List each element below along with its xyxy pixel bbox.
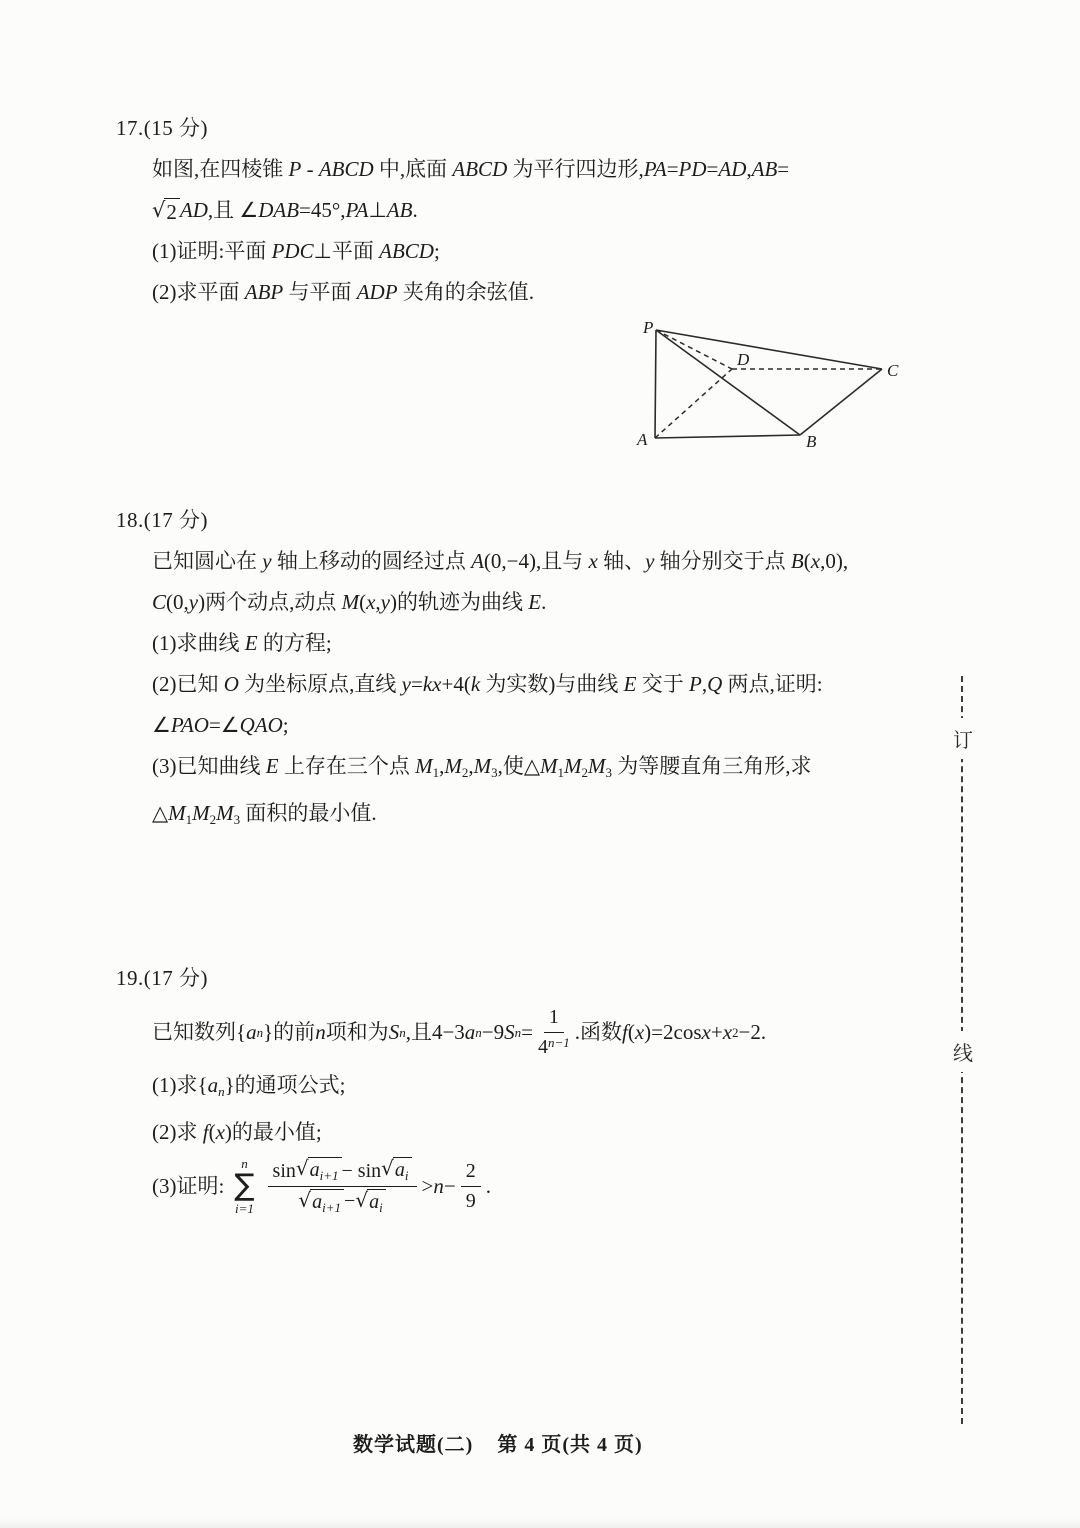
- text-line: 如图,在四棱锥 P - ABCD 中,底面 ABCD 为平行四边形,PA=PD=AD,AB=: [152, 157, 790, 181]
- text-line: 已知圆心在 y 轴上移动的圆经过点 A(0,−4),且与 x 轴、y 轴分别交于点 B(x,0),: [152, 549, 849, 573]
- text-line: ∠PAO=∠QAO;: [152, 713, 289, 737]
- problem-18: [116, 500, 848, 840]
- binding-char-ding: 订: [951, 718, 975, 759]
- vertex-label-c: C: [887, 361, 899, 380]
- binding-line: [953, 676, 973, 1424]
- footer-title: 数学试题(二): [353, 1434, 474, 1456]
- vertex-label-b: B: [806, 432, 817, 451]
- edge-pb: [656, 330, 800, 435]
- problem-19: [116, 958, 766, 1219]
- text-line: (3)已知曲线 E 上存在三个点 M1,M2,M3,使△M1M2M3 为等腰直角三角形,求: [152, 754, 812, 780]
- edge-ab: [655, 435, 800, 438]
- problem-17: [116, 108, 789, 313]
- problem-17-body: [152, 149, 789, 313]
- binding-char-xian: 线: [951, 1031, 975, 1072]
- text-line: 已知数列{ a n }的前 n 项和为 S n ,且 4−3 a n −9 S n = 1 4 n−1 . 函数 f ( x )=2cos x + x 2 −2.: [152, 1005, 767, 1058]
- footer-page-indicator: 第 4 页(共 4 页): [497, 1434, 643, 1456]
- edge-ad: [655, 369, 732, 438]
- text-line: C(0,y)两个动点,动点 M(x,y)的轨迹为曲线 E.: [152, 590, 547, 614]
- problem-19-body: [152, 999, 766, 1219]
- edge-bc: [800, 369, 882, 435]
- edge-pc: [656, 330, 882, 369]
- text-line: (2)求平面 ABP 与平面 ADP 夹角的余弦值.: [152, 280, 535, 304]
- problem-18-body: [152, 541, 848, 840]
- vertex-label-d: D: [737, 350, 750, 369]
- text-line: △M1M2M3 面积的最小值.: [152, 801, 377, 827]
- pyramid-figure: [628, 312, 918, 460]
- page-footer: [353, 1428, 643, 1457]
- text-line: (2)已知 O 为坐标原点,直线 y=kx+4(k 为实数)与曲线 E 交于 P,Q 两点,证明:: [152, 672, 823, 696]
- text-line: (1)证明:平面 PDC⊥平面 ABCD;: [152, 239, 440, 263]
- problem-18-number: 18.(17 分): [116, 508, 208, 532]
- text-line: (1)求曲线 E 的方程;: [152, 631, 332, 655]
- text-line: (3)证明: n ∑ i=1 sin √ $a_{i+1}$ − sin √ $a_i$ √ $a_{i+1}$ − √ $a_i$ > n − $\frac{2}{9}$ .: [152, 1155, 491, 1216]
- text-line: √ 2 AD,且 ∠DAB=45°,PA⊥AB.: [152, 198, 418, 224]
- problem-17-number: 17.(15 分): [116, 116, 208, 140]
- vertex-label-a: A: [637, 430, 648, 449]
- problem-19-number: 19.(17 分): [116, 966, 208, 990]
- text-line: (2)求 f(x)的最小值;: [152, 1120, 322, 1144]
- text-line: (1)求{an}的通项公式;: [152, 1073, 346, 1099]
- edge-pa: [655, 330, 656, 438]
- vertex-label-p: P: [643, 318, 654, 337]
